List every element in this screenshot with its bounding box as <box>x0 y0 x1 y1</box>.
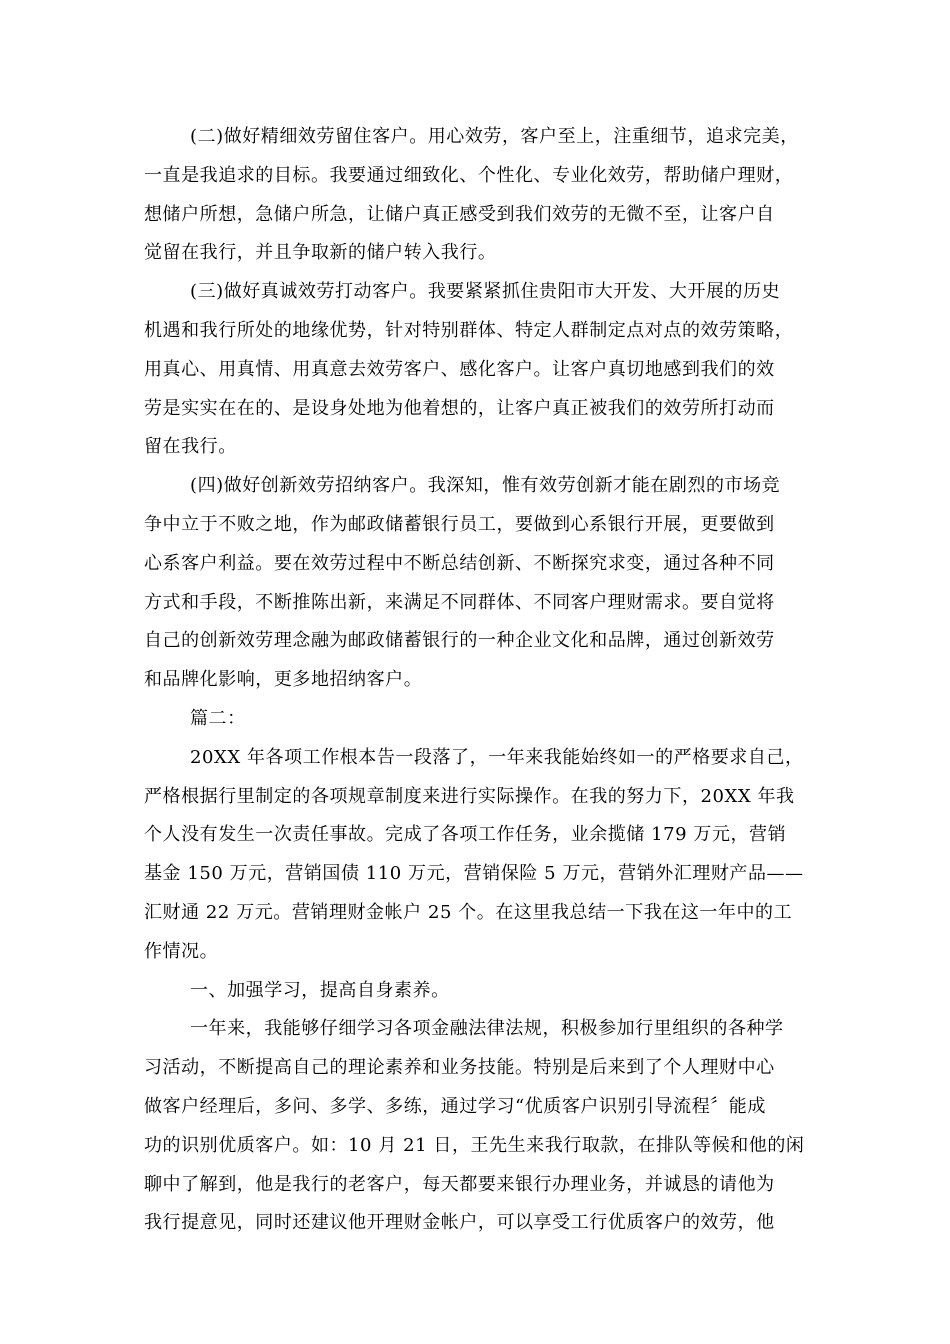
text-line: 一年来，我能够仔细学习各项金融法律法规，积极参加行里组织的各种学 <box>190 1018 784 1040</box>
text-line: 用真心、用真情、用真意去效劳客户、感化客户。让客户真切地感到我们的效 <box>144 358 775 380</box>
text-line: 作情况。 <box>144 940 219 962</box>
text-line: 做客户经理后，多问、多学、多练，通过学习“优质客户识别引导流程〞能成 <box>144 1095 766 1117</box>
text-line: 劳是实实在在的、是设身处地为他着想的，让客户真正被我们的效劳所打动而 <box>144 397 775 419</box>
paragraph-sincere-service <box>144 273 800 467</box>
paragraph-annual-summary <box>144 739 804 972</box>
text-line: 20XX 年各项工作根本告一段落了，一年来我能始终如一的严格要求自己， <box>190 746 804 768</box>
text-line: 聊中了解到，他是我行的老客户，每天都要来银行办理业务，并诚恳的请他为 <box>144 1173 775 1195</box>
text-line: 方式和手段，不断推陈出新，来满足不同群体、不同客户理财需求。要自觉将 <box>144 591 775 613</box>
text-line: 想储户所想，急储户所急，让储户真正感受到我们效劳的无微不至，让客户自 <box>144 203 775 225</box>
paragraph-study-details <box>144 1010 805 1243</box>
text-line: 一直是我追求的目标。我要通过细致化、个性化、专业化效劳，帮助储户理财， <box>144 164 794 186</box>
paragraph-innovative-service <box>144 467 800 700</box>
text-line: 觉留在我行，并且争取新的储户转入我行。 <box>144 242 497 264</box>
heading-text: 篇二： <box>190 707 246 729</box>
section-heading-study <box>144 972 800 1011</box>
heading-text: 一、加强学习，提高自身素养。 <box>190 979 450 1001</box>
text-line: (三)做好真诚效劳打动客户。我要紧紧抓住贵阳市大开发、大开展的历史 <box>190 281 781 303</box>
text-line: 自己的创新效劳理念融为邮政储蓄银行的一种企业文化和品牌，通过创新效劳 <box>144 630 775 652</box>
text-line: 严格根据行里制定的各项规章制度来进行实际操作。在我的努力下，20XX 年我 <box>144 785 795 807</box>
text-line: 个人没有发生一次责任事故。完成了各项工作任务，业余揽储 179 万元，营销 <box>144 824 787 846</box>
text-line: (四)做好创新效劳招纳客户。我深知，惟有效劳创新才能在剧烈的市场竞 <box>190 475 781 497</box>
text-line: 心系客户利益。要在效劳过程中不断总结创新、不断探究求变，通过各种不同 <box>144 552 775 574</box>
text-line: 功的识别优质客户。如：10 月 21 日，王先生来我行取款，在排队等候和他的闲 <box>144 1134 805 1156</box>
text-line: 和品牌化影响，更多地招纳客户。 <box>144 669 423 691</box>
document-page <box>144 118 805 1243</box>
text-line: 基金 150 万元，营销国债 110 万元，营销保险 5 万元，营销外汇理财产品—— <box>144 863 804 885</box>
text-line: 争中立于不败之地，作为邮政储蓄银行员工，要做到心系银行开展，更要做到 <box>144 513 775 535</box>
paragraph-service-refinement <box>144 118 800 273</box>
text-line: 习活动，不断提高自己的理论素养和业务技能。特别是后来到了个人理财中心 <box>144 1057 775 1079</box>
text-line: 机遇和我行所处的地缘优势，针对特别群体、特定人群制定点对点的效劳策略， <box>144 319 794 341</box>
section-heading-part-two <box>144 700 800 739</box>
text-line: 汇财通 22 万元。营销理财金帐户 25 个。在这里我总结一下我在这一年中的工 <box>144 901 793 923</box>
text-line: 留在我行。 <box>144 436 237 458</box>
text-line: (二)做好精细效劳留住客户。用心效劳，客户至上，注重细节，追求完美， <box>190 126 799 147</box>
text-line: 我行提意见，同时还建议他开理财金帐户，可以享受工行优质客户的效劳，他 <box>144 1212 775 1234</box>
